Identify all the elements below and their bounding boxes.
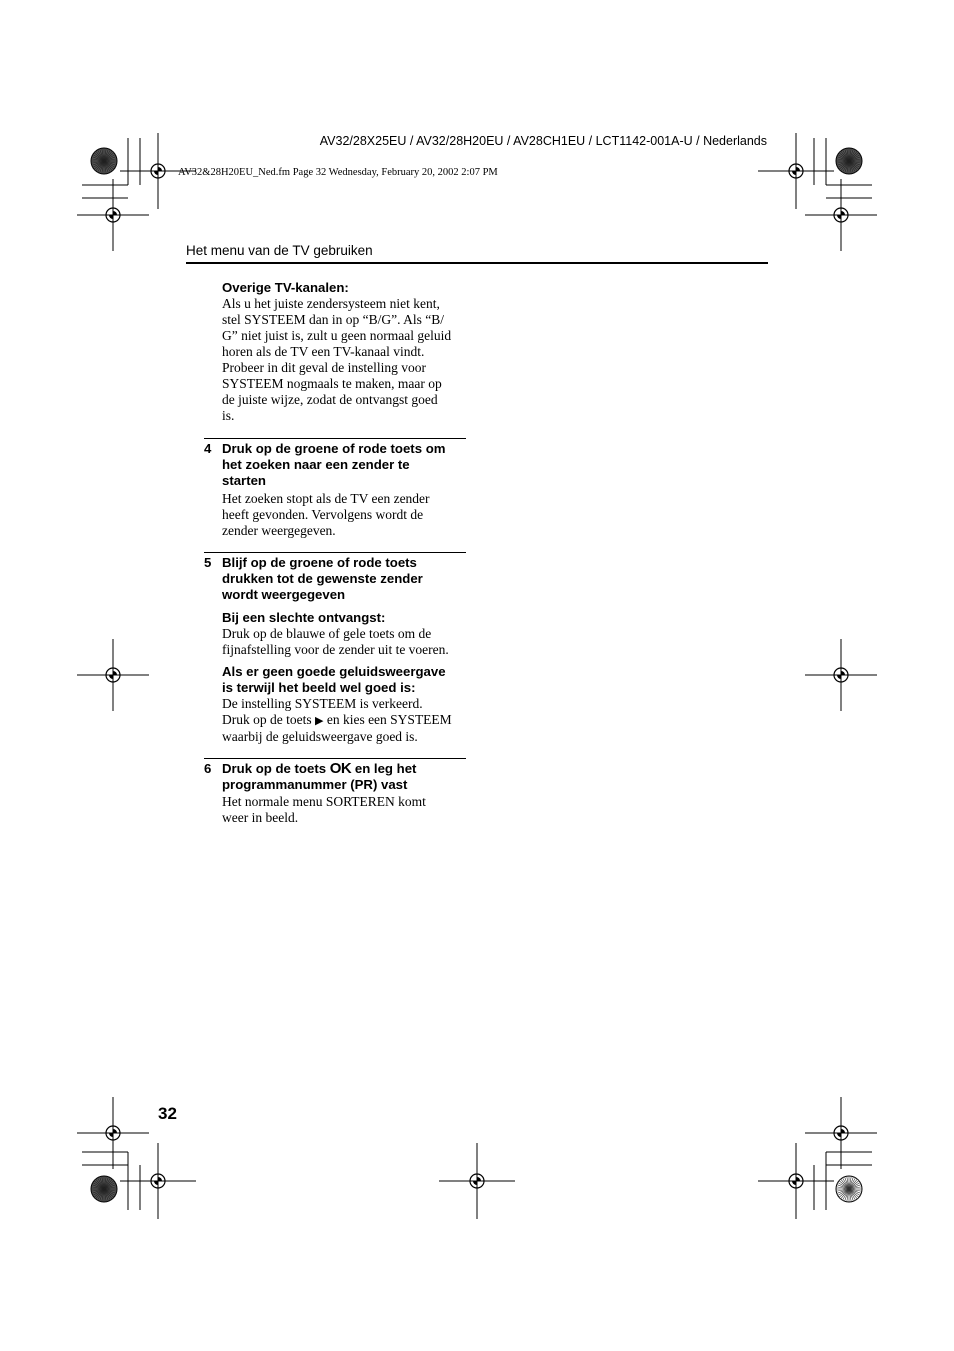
text-line: zender weergegeven.: [222, 523, 336, 538]
bad-reception-text: [222, 626, 472, 658]
ok-button-glyph: OK: [329, 760, 352, 777]
text-line: SYSTEEM nogmaals te maken, maar op: [222, 376, 442, 391]
file-info: AV32&28H20EU_Ned.fm Page 32 Wednesday, February 20, 2002 2:07 PM: [178, 167, 498, 178]
registration-mark-icon: [805, 1097, 877, 1169]
bad-sound-text: [222, 696, 468, 745]
step-4-number: 4: [204, 441, 212, 456]
text-line: Het zoeken stopt als de TV een zender: [222, 491, 430, 506]
registration-mark-icon: [77, 179, 149, 251]
step-5-number: 5: [204, 555, 212, 570]
text-line: De instelling SYSTEEM is verkeerd.: [222, 696, 423, 711]
registration-mark-icon: [77, 639, 149, 711]
registration-mark-icon: [805, 639, 877, 711]
text-line: heeft gevonden. Vervolgens wordt de: [222, 507, 424, 522]
text-line: Druk op de blauwe of gele toets om de: [222, 626, 432, 641]
color-wheel-icon: [836, 148, 862, 174]
intro-text: [222, 296, 468, 424]
text-line: is.: [222, 408, 235, 423]
color-wheel-icon: [91, 148, 117, 174]
text-line: Probeer in dit geval de instelling voor: [222, 360, 426, 375]
title-line: drukken tot de gewenste zender: [222, 571, 423, 586]
text-line: weer in beeld.: [222, 810, 299, 825]
step-divider: [204, 758, 466, 759]
title-line: Blijf op de groene of rode toets: [222, 555, 417, 570]
step-6-number: 6: [204, 761, 212, 776]
registration-mark-icon: [77, 1097, 149, 1169]
heading-line: Als er geen goede geluidsweergave: [222, 664, 446, 679]
registration-mark-icon: [439, 1143, 515, 1219]
text-line: [222, 712, 468, 729]
main-column: [204, 280, 466, 840]
title-line: wordt weergegeven: [222, 587, 346, 602]
bad-reception-heading: Bij een slechte ontvangst:: [222, 610, 386, 625]
text-fragment: Druk op de toets: [222, 712, 315, 727]
text-line: Als u het juiste zendersysteem niet kent,: [222, 296, 440, 311]
step-divider: [204, 438, 466, 439]
text-line: fijnafstelling voor de zender uit te voeren.: [222, 642, 449, 657]
page-number: 32: [158, 1104, 177, 1123]
step-6-title: [222, 761, 468, 793]
heading-line: is terwijl het beeld wel goed is:: [222, 680, 416, 695]
step-4-text: [222, 491, 468, 539]
text-line: G” niet juist is, zult u geen normaal geluid: [222, 328, 452, 343]
text-line: Het normale menu SORTEREN komt: [222, 794, 426, 809]
step-4-title: [222, 441, 468, 489]
text-line: stel SYSTEEM dan in op “B/G”. Als “B/: [222, 312, 444, 327]
title-line: Druk op de groene of rode toets om: [222, 441, 446, 456]
intro-heading: Overige TV-kanalen:: [222, 280, 349, 295]
text-line: waarbij de geluidsweergave goed is.: [222, 729, 418, 744]
text-fragment: en kies een SYSTEEM: [323, 712, 452, 727]
model-header: AV32/28X25EU / AV32/28H20EU / AV28CH1EU / LCT1142-001A-U / Nederlands: [319, 134, 767, 148]
step-5-title: [222, 555, 468, 603]
registration-mark-icon: [805, 179, 877, 251]
section-title: Het menu van de TV gebruiken: [186, 243, 373, 258]
color-wheel-icon: [91, 1176, 117, 1202]
text-fragment: Druk op de toets: [222, 761, 330, 776]
right-triangle-icon: ▶: [314, 714, 324, 727]
bad-sound-heading: [222, 664, 468, 696]
section-rule: [186, 262, 768, 264]
text-line: de juiste wijze, zodat de ontvangst goed: [222, 392, 438, 407]
step-6-text: [222, 794, 468, 826]
step-divider: [204, 552, 466, 553]
text-fragment: en leg het: [351, 761, 417, 776]
registration-mark-icon: [758, 1143, 834, 1219]
title-line: programmanummer (PR) vast: [222, 777, 408, 792]
title-line: het zoeken naar een zender te: [222, 457, 410, 472]
registration-mark-icon: [120, 1143, 196, 1219]
registration-mark-icon: [758, 133, 834, 209]
color-wheel-icon: [836, 1176, 862, 1202]
text-line: horen als de TV een TV-kanaal vindt.: [222, 344, 425, 359]
title-line: [222, 761, 468, 777]
title-line: starten: [222, 473, 266, 488]
